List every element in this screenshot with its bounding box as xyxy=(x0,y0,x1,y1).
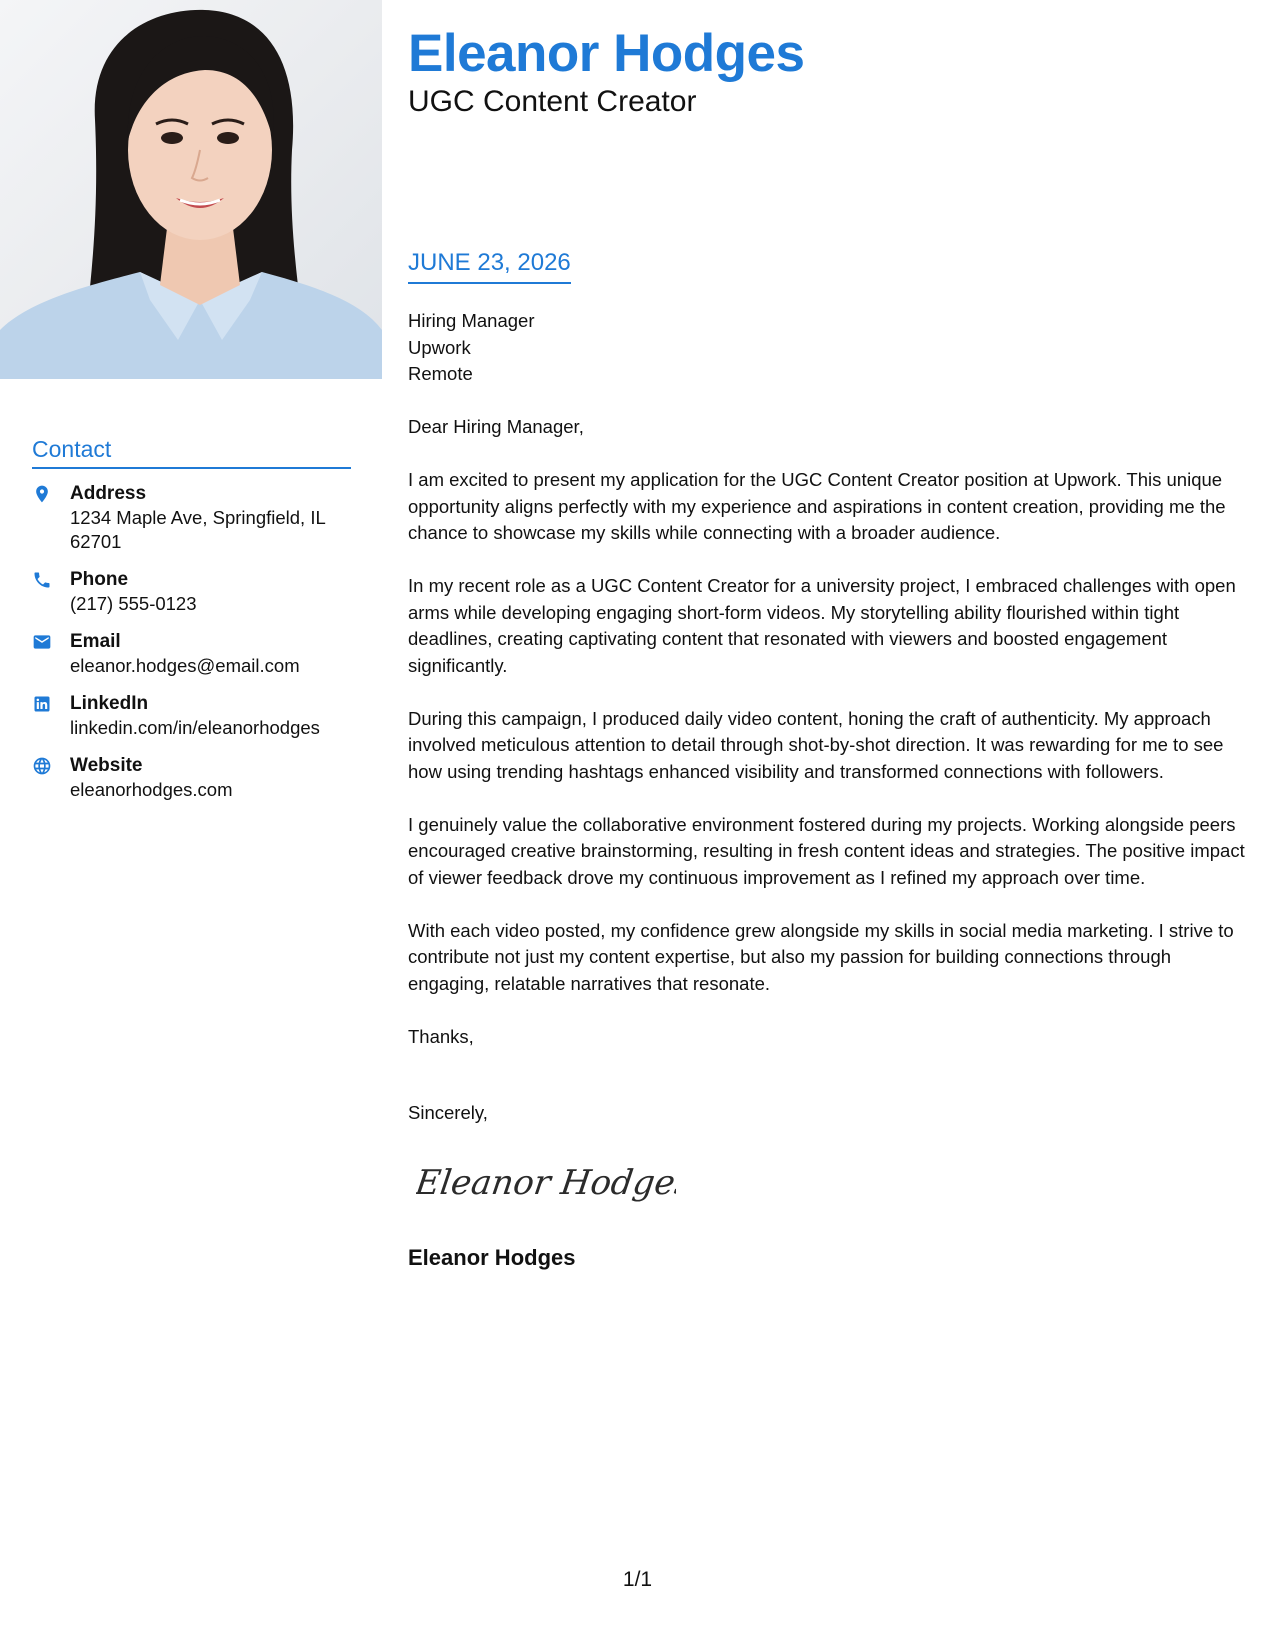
contact-value: 1234 Maple Ave, Springfield, IL 62701 xyxy=(70,507,326,552)
contact-value: linkedin.com/in/eleanorhodges xyxy=(70,717,320,738)
signer-name: Eleanor Hodges xyxy=(408,1245,576,1270)
phone-icon xyxy=(32,569,58,591)
contact-value: (217) 555-0123 xyxy=(70,593,197,614)
profile-photo xyxy=(0,0,382,379)
contact-heading: Contact xyxy=(32,436,351,469)
contact-label: LinkedIn xyxy=(70,693,149,714)
contact-item-email xyxy=(32,630,362,678)
page-number: 1/1 xyxy=(622,1568,653,1591)
contact-label: Website xyxy=(70,755,143,776)
contact-item-website xyxy=(32,754,362,802)
sign-off: Sincerely, xyxy=(408,1102,488,1123)
contact-item-phone xyxy=(32,568,362,616)
thanks-line: Thanks, xyxy=(408,1025,474,1047)
signature-glyphs: Eleanor Hodges xyxy=(416,1163,676,1203)
recipient-line: Hiring Manager xyxy=(408,310,535,331)
job-title: UGC Content Creator xyxy=(408,85,697,118)
map-pin-icon xyxy=(32,483,58,505)
handwritten-signature xyxy=(416,1152,676,1212)
contact-value: eleanorhodges.com xyxy=(70,779,233,800)
linkedin-icon xyxy=(32,693,58,715)
body-paragraph: I genuinely value the collaborative environment fostered during my projects. Working alongside peers encouraged creative brainstorming, resulting in fresh content ideas and strategies. The positive impact of viewer feedback drove my continuous improvement as I refined my approach over time. xyxy=(408,813,1245,888)
body-paragraph: With each video posted, my confidence grew alongside my skills in social media marketing. I strive to contribute not just my content expertise, but also my passion for building connections through engaging, relatable narratives that resonate. xyxy=(408,919,1234,994)
envelope-icon xyxy=(32,631,58,653)
contact-value: eleanor.hodges@email.com xyxy=(70,655,300,676)
contact-label: Email xyxy=(70,631,121,652)
contact-item-address xyxy=(32,482,362,554)
recipient-block xyxy=(408,308,534,388)
letter-body xyxy=(408,414,1253,1077)
body-paragraph: I am excited to present my application for the UGC Content Creator position at Upwork. This unique opportunity aligns perfectly with my experience and aspirations in content creation, providing me the chance to showcase my skills while connecting with a broader audience. xyxy=(408,469,1226,543)
recipient-line: Remote xyxy=(408,363,473,384)
contact-label: Phone xyxy=(70,569,129,590)
body-paragraph: In my recent role as a UGC Content Creator for a university project, I embraced challenges with open arms while developing engaging short-form videos. My storytelling ability flourished within tight deadlines, creating captivating content that resonated with viewers and boosted engagement significantly. xyxy=(408,575,1236,676)
contact-item-linkedin xyxy=(32,692,362,740)
recipient-line: Upwork xyxy=(408,336,471,358)
letter-date: JUNE 23, 2026 xyxy=(408,248,571,284)
salutation: Dear Hiring Manager, xyxy=(408,416,584,437)
body-paragraph: During this campaign, I produced daily video content, honing the craft of authenticity. My approach involved meticulous attention to detail through shot-by-shot direction. It was rewarding for me to see how using trending hashtags enhanced visibility and transformed connections with followers. xyxy=(408,707,1224,782)
applicant-name: Eleanor Hodges xyxy=(408,24,805,83)
contact-list xyxy=(32,482,362,816)
globe-icon xyxy=(32,755,58,777)
contact-label: Address xyxy=(70,483,147,504)
